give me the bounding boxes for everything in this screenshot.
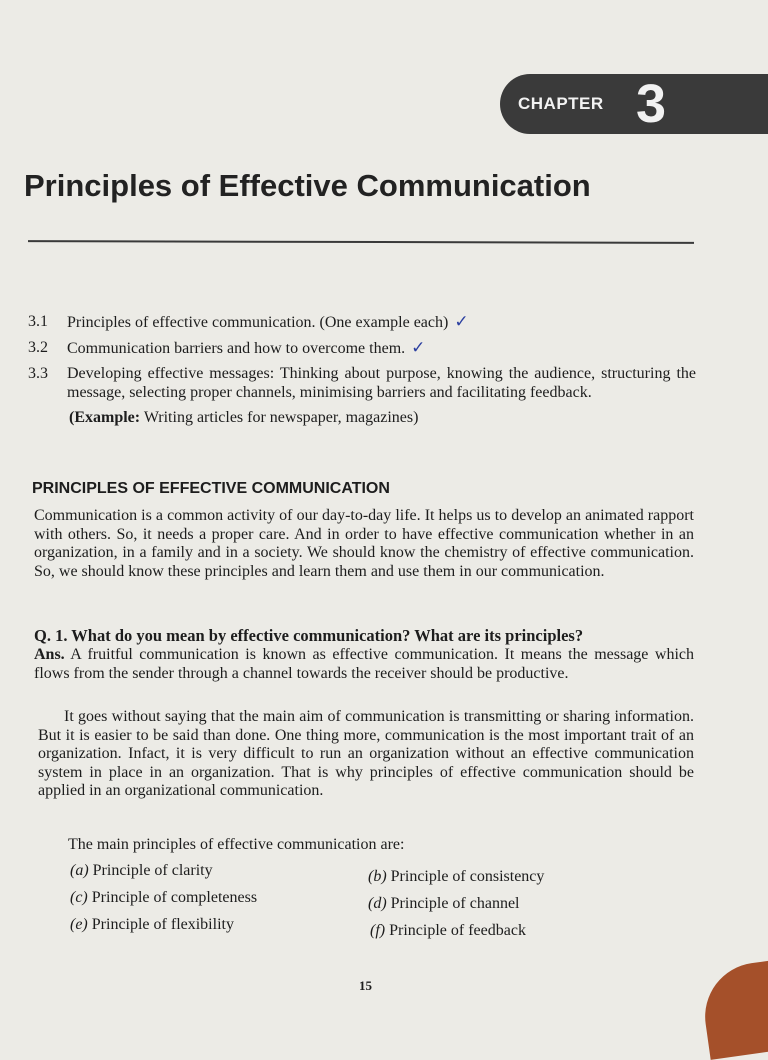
section-heading: PRINCIPLES OF EFFECTIVE COMMUNICATION xyxy=(32,480,390,497)
answer-label: Ans. xyxy=(34,646,65,663)
chapter-number: 3 xyxy=(636,74,667,134)
topic-number: 3.2 xyxy=(28,339,48,356)
principle-letter: (d) xyxy=(368,895,387,912)
topic-item xyxy=(28,364,696,402)
check-mark-icon: ✓ xyxy=(454,312,469,331)
principle-text: Principle of flexibility xyxy=(87,916,234,933)
principle-item xyxy=(368,895,520,913)
principle-letter: (b) xyxy=(368,868,387,885)
page-number: 15 xyxy=(359,978,372,993)
chapter-tab xyxy=(500,74,768,134)
chapter-topics xyxy=(28,312,696,427)
principle-text: Principle of feedback xyxy=(385,922,526,939)
principle-text: Principle of completeness xyxy=(87,889,258,906)
principles-lead: The main principles of effective communication are: xyxy=(68,836,405,853)
check-mark-icon: ✓ xyxy=(411,338,426,357)
principle-text: Principle of channel xyxy=(386,895,520,912)
topic-text: Developing effective messages: Thinking about purpose, knowing the audience, structuring the message, selecting proper channels, minimising barriers and facilitating feedback. xyxy=(67,365,696,401)
principle-item xyxy=(70,862,213,880)
principle-item xyxy=(70,916,234,934)
principle-letter: (e) xyxy=(70,916,88,933)
answer-paragraph xyxy=(34,646,694,683)
principle-letter: (c) xyxy=(70,889,88,906)
topic-text: Communication barriers and how to overcome them. xyxy=(67,340,406,357)
principle-item xyxy=(368,868,544,886)
principle-text: Principle of consistency xyxy=(386,868,545,885)
question-heading: Q. 1. What do you mean by effective communication? What are its principles? xyxy=(34,626,584,645)
principle-letter: (a) xyxy=(70,862,89,879)
title-divider xyxy=(28,240,694,244)
chapter-label: CHAPTER xyxy=(518,94,604,113)
answer-text: A fruitful communication is known as effective communication. It means the message which flows from the sender through a channel towards the receiver should be productive. xyxy=(34,646,694,682)
principle-item xyxy=(70,889,257,907)
example-text: Writing articles for newspaper, magazines) xyxy=(140,409,419,426)
body-paragraph: It goes without saying that the main aim of communication is transmitting or sharing information. But it is easier to be said than done. One thing more, communication is the most important trait of an organization. Infact, it is very difficult to run an organization without an effective communication system in place in an organization. That is why principles of effective communication should be applied in an organizational communication. xyxy=(38,708,694,799)
topic-number: 3.1 xyxy=(28,313,48,330)
example-label: (Example: xyxy=(69,409,141,426)
topic-text: Principles of effective communication. (One example each) xyxy=(67,314,449,331)
principle-text: Principle of clarity xyxy=(88,862,213,879)
topic-item xyxy=(28,338,696,358)
thumb-photo-edge xyxy=(698,958,768,1060)
topic-number: 3.3 xyxy=(28,365,48,382)
intro-paragraph: Communication is a common activity of our day-to-day life. It helps us to develop an animated rapport with others. So, it needs a proper care. And in order to have effective communication whether in an organization, in a family and in a society. We should know the chemistry of effective communication. So, we should know these principles and learn them and use them in our communication. xyxy=(34,507,694,580)
topic-example xyxy=(28,408,696,427)
topic-item xyxy=(28,312,696,332)
chapter-title: Principles of Effective Communication xyxy=(24,168,591,203)
principle-letter: (f) xyxy=(370,922,386,939)
principle-item xyxy=(370,922,526,940)
